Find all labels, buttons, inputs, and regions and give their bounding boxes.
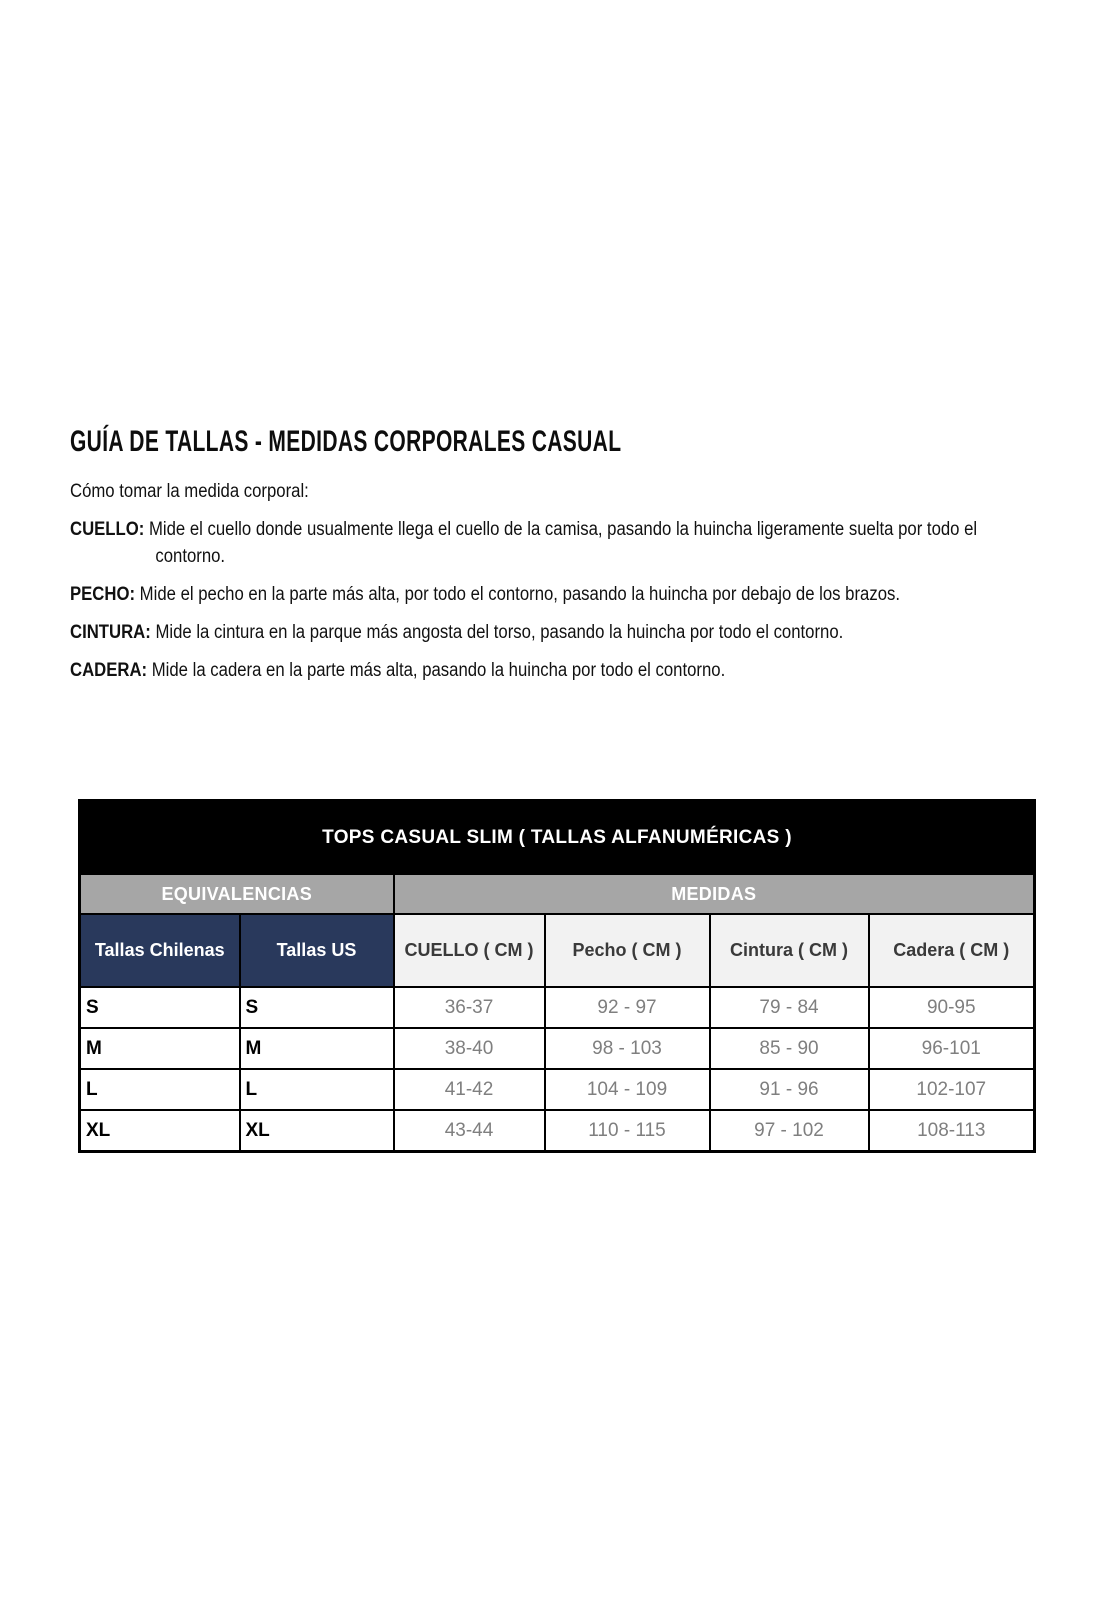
value-cell: 79 - 84 — [710, 987, 869, 1028]
column-header-cintura: Cintura ( CM ) — [710, 914, 869, 987]
size-table — [78, 799, 1036, 1153]
table-row-m — [80, 1028, 1035, 1069]
value-cell: 43-44 — [394, 1110, 545, 1152]
table-title: TOPS CASUAL SLIM ( TALLAS ALFANUMÉRICAS ) — [80, 801, 1035, 875]
group-header-medidas: MEDIDAS — [394, 874, 1035, 914]
definition-text: Mide el cuello donde usualmente llega el cuello de la camisa, pasando la huincha ligeramente suelta por todo el contorno. — [144, 519, 978, 567]
definition-cadera — [70, 657, 1022, 684]
value-cell: 102-107 — [869, 1069, 1035, 1110]
value-cell: 91 - 96 — [710, 1069, 869, 1110]
definition-cintura — [70, 619, 1022, 646]
definition-pecho — [70, 581, 1022, 608]
text-section — [70, 424, 1080, 684]
definition-term: CADERA: — [70, 660, 148, 681]
measure-instructions — [70, 478, 1022, 684]
table-row-s — [80, 987, 1035, 1028]
definition-cuello — [70, 516, 1022, 570]
definition-text: Mide la cadera en la parte más alta, pasando la huincha por todo el contorno. — [147, 660, 726, 681]
column-header-tallas-us: Tallas US — [240, 914, 394, 987]
size-cell: XL — [80, 1110, 240, 1152]
column-header-pecho: Pecho ( CM ) — [545, 914, 710, 987]
size-cell: L — [80, 1069, 240, 1110]
intro-text: Cómo tomar la medida corporal: — [70, 481, 309, 502]
column-header-row — [80, 914, 1035, 987]
value-cell: 96-101 — [869, 1028, 1035, 1069]
page-title: GUÍA DE TALLAS - MEDIDAS CORPORALES CASUAL — [70, 425, 622, 458]
definition-term: PECHO: — [70, 584, 136, 605]
column-header-cadera: Cadera ( CM ) — [869, 914, 1035, 987]
column-header-tallas-chilenas: Tallas Chilenas — [80, 914, 240, 987]
value-cell: 108-113 — [869, 1110, 1035, 1152]
value-cell: 36-37 — [394, 987, 545, 1028]
value-cell: 41-42 — [394, 1069, 545, 1110]
size-cell: S — [240, 987, 394, 1028]
value-cell: 92 - 97 — [545, 987, 710, 1028]
column-header-cuello: CUELLO ( CM ) — [394, 914, 545, 987]
value-cell: 38-40 — [394, 1028, 545, 1069]
definition-text: Mide el pecho en la parte más alta, por todo el contorno, pasando la huincha por debajo de los brazos. — [135, 584, 901, 605]
table-row-l — [80, 1069, 1035, 1110]
size-cell: S — [80, 987, 240, 1028]
value-cell: 85 - 90 — [710, 1028, 869, 1069]
value-cell: 98 - 103 — [545, 1028, 710, 1069]
value-cell: 110 - 115 — [545, 1110, 710, 1152]
group-header-row — [80, 874, 1035, 914]
size-cell: M — [240, 1028, 394, 1069]
definition-text: Mide la cintura en la parque más angosta del torso, pasando la huincha por todo el contorno. — [150, 622, 844, 643]
value-cell: 104 - 109 — [545, 1069, 710, 1110]
size-cell: XL — [240, 1110, 394, 1152]
size-cell: L — [240, 1069, 394, 1110]
definition-term: CUELLO: — [70, 519, 145, 540]
value-cell: 97 - 102 — [710, 1110, 869, 1152]
group-header-equivalencias: EQUIVALENCIAS — [80, 874, 394, 914]
table-title-row — [80, 801, 1035, 875]
value-cell: 90-95 — [869, 987, 1035, 1028]
table-row-xl — [80, 1110, 1035, 1152]
definition-term: CINTURA: — [70, 622, 151, 643]
size-cell: M — [80, 1028, 240, 1069]
